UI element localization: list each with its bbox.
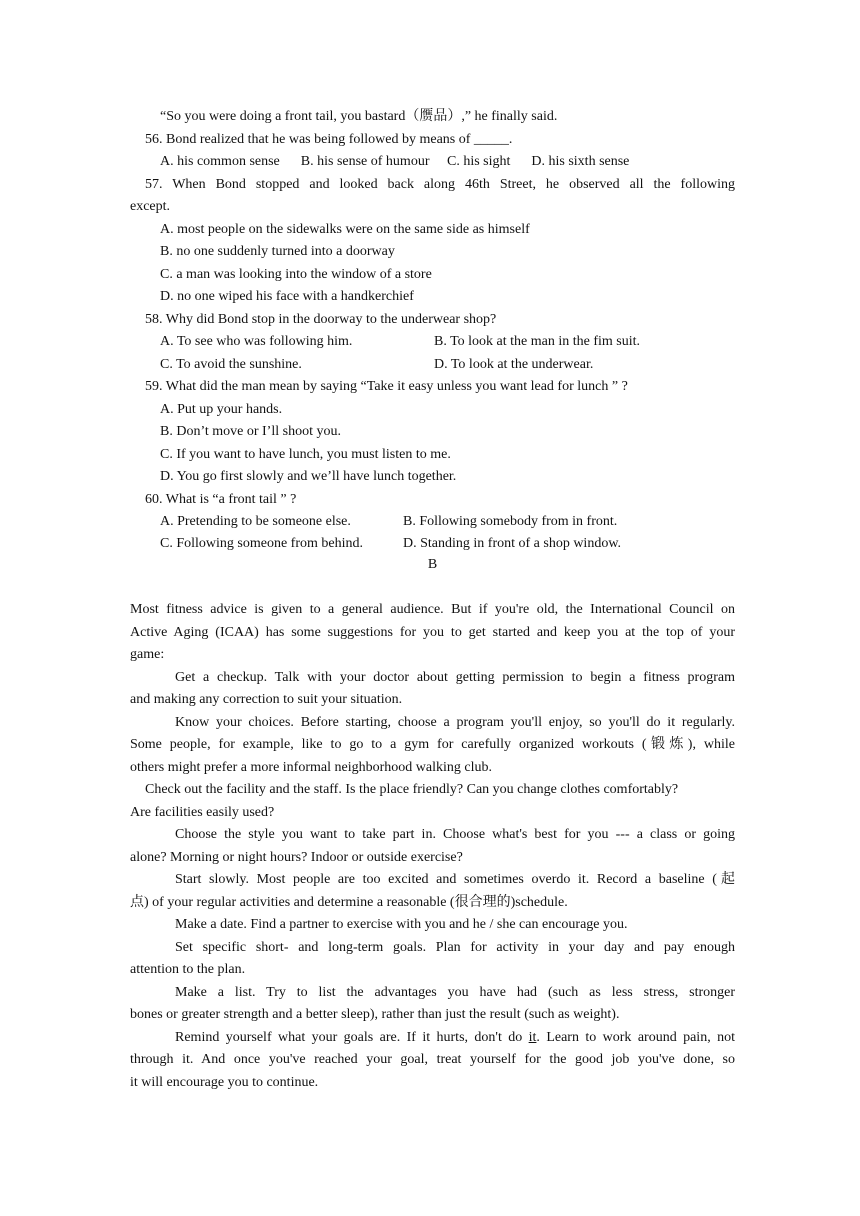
question-57-stem-line-2: except.	[130, 199, 171, 214]
tip-checkup-line-2: and making any correction to suit your situation.	[130, 692, 403, 707]
option-56-c[interactable]: C. his sight	[446, 154, 511, 169]
question-56-stem: 56. Bond realized that he was being followed by means of _____.	[145, 131, 513, 147]
blank-spacer	[130, 577, 735, 600]
question-58-options-row-1	[130, 331, 735, 354]
option-56-b[interactable]: B. his sense of humour	[300, 154, 430, 169]
tip-style-line-1: Choose the style you want to take part in. Choose what's best for you --- a class or going	[175, 827, 735, 842]
passage-intro-line-3: game:	[130, 647, 165, 662]
option-57-d[interactable]: D. no one wiped his face with a handkerchief	[160, 289, 414, 304]
option-57-b[interactable]: B. no one suddenly turned into a doorway	[160, 244, 395, 259]
option-60-d[interactable]: D. Standing in front of a shop window.	[403, 535, 622, 551]
passage-intro-line-1: Most fitness advice is given to a general audience. But if you're old, the International Council on	[130, 602, 735, 617]
question-60-options-row-2	[130, 534, 735, 555]
tip-style-line-2: alone? Morning or night hours? Indoor or outside exercise?	[130, 849, 463, 865]
document-page	[130, 106, 735, 1094]
tip-choices-line-3: others might prefer a more informal neighborhood walking club.	[130, 759, 492, 775]
option-60-b[interactable]: B. Following somebody from in front.	[403, 514, 618, 529]
option-57-c[interactable]: C. a man was looking into the window of a store	[160, 266, 432, 282]
story-closing-line: “So you were doing a front tail, you bastard（赝品）,” he finally said.	[160, 109, 558, 124]
tip-date-line-1: Make a date. Find a partner to exercise with you and he / she can encourage you.	[175, 917, 628, 932]
tip-choices-line-2: Some people, for example, like to go to a gym for carefully organized workouts (锻炼), while	[130, 737, 735, 752]
underlined-word-it: it	[528, 1029, 537, 1045]
question-58-options-row-2	[130, 354, 735, 377]
tip-slowly-line-2: 点) of your regular activities and determine a reasonable (很合理的)schedule.	[130, 894, 568, 910]
question-56-options	[130, 151, 735, 174]
option-56-a[interactable]: A. his common sense	[160, 154, 280, 169]
option-59-b[interactable]: B. Don’t move or I’ll shoot you.	[160, 424, 341, 439]
question-60-stem: 60. What is “a front tail ” ?	[145, 491, 297, 507]
question-59-stem: 59. What did the man mean by saying “Take it easy unless you want lead for lunch ” ?	[145, 379, 628, 394]
section-heading-b: B	[427, 557, 438, 572]
tip-list-line-2: bones or greater strength and a better sleep), rather than just the result (such as weight).	[130, 1007, 620, 1022]
tip-remind-text-b: . Learn to work around pain, not	[536, 1029, 735, 1045]
question-60-options-row-1	[130, 511, 735, 534]
option-59-c[interactable]: C. If you want to have lunch, you must listen to me.	[160, 446, 451, 462]
option-58-d[interactable]: D. To look at the underwear.	[434, 356, 594, 372]
tip-list-line-1: Make a list. Try to list the advantages you have had (such as less stress, stronger	[175, 984, 735, 1000]
tip-choices-line-1: Know your choices. Before starting, choose a program you'll enjoy, so you'll do it regularly.	[175, 714, 735, 730]
passage-intro-line-2: Active Aging (ICAA) has some suggestions for you to get started and keep you at the top of your	[130, 624, 735, 640]
question-58-stem: 58. Why did Bond stop in the doorway to the underwear shop?	[145, 311, 497, 327]
option-59-d[interactable]: D. You go first slowly and we’ll have lunch together.	[160, 469, 457, 484]
tip-remind-line-3: it will encourage you to continue.	[130, 1074, 319, 1090]
tip-checkup-line-1: Get a checkup. Talk with your doctor about getting permission to begin a fitness program	[175, 669, 735, 685]
tip-remind-line-2: through it. And once you've reached your goal, treat yourself for the good job you've done, so	[130, 1052, 735, 1067]
question-57-stem-line-1: 57. When Bond stopped and looked back along 46th Street, he observed all the following	[145, 176, 735, 192]
option-56-d[interactable]: D. his sixth sense	[531, 154, 630, 169]
tip-facility-line-1: Check out the facility and the staff. Is the place friendly? Can you change clothes comfortably?	[145, 782, 679, 797]
tip-slowly-line-1: Start slowly. Most people are too excited and sometimes overdo it. Record a baseline (起	[175, 872, 735, 887]
tip-remind-text-a: Remind yourself what your goals are. If it hurts, don't do	[175, 1029, 529, 1045]
option-58-a[interactable]: A. To see who was following him.	[160, 334, 353, 349]
tip-goals-line-2: attention to the plan.	[130, 962, 246, 977]
option-59-a[interactable]: A. Put up your hands.	[160, 401, 283, 417]
tip-facility-line-2: Are facilities easily used?	[130, 804, 275, 820]
option-58-c[interactable]: C. To avoid the sunshine.	[160, 356, 302, 372]
option-60-a[interactable]: A. Pretending to be someone else.	[160, 514, 351, 529]
option-60-c[interactable]: C. Following someone from behind.	[160, 535, 363, 551]
option-57-a[interactable]: A. most people on the sidewalks were on the same side as himself	[160, 221, 530, 237]
option-58-b[interactable]: B. To look at the man in the fim suit.	[434, 334, 641, 349]
tip-goals-line-1: Set specific short- and long-term goals. Plan for activity in your day and pay enough	[175, 939, 735, 955]
tip-remind-line-1	[130, 1027, 735, 1050]
